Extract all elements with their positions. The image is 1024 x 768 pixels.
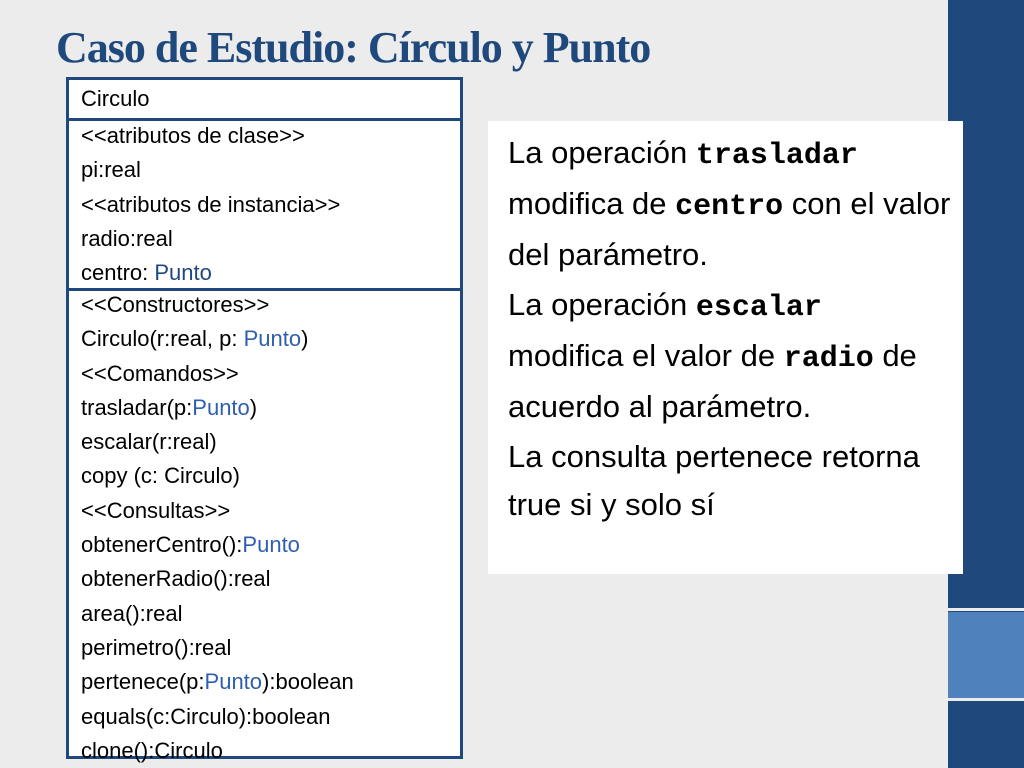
uml-member-text: Circulo(r:real, p: (81, 326, 244, 352)
bullet-pertenece (508, 433, 958, 529)
code-term: centro (675, 190, 784, 224)
sidebar-accent-band (948, 612, 1024, 698)
bullet-text: La operación (508, 135, 696, 170)
uml-member-line (81, 222, 460, 256)
uml-member-line (81, 256, 460, 290)
code-term: trasladar (695, 139, 858, 173)
uml-member-text: obtenerCentro(): (81, 532, 243, 558)
slide-title: Caso de Estudio: Círculo y Punto (56, 23, 651, 72)
uml-member-text: obtenerRadio():real (81, 566, 271, 592)
uml-member-line (81, 322, 460, 356)
bullet-text: La operación (508, 287, 696, 322)
uml-member-line (81, 288, 460, 322)
uml-class-diagram (66, 77, 463, 763)
uml-member-text: ) (249, 394, 258, 420)
uml-member-line (81, 153, 460, 187)
uml-attributes-section (69, 118, 460, 291)
uml-member-text: copy (c: Circulo) (81, 463, 240, 489)
uml-member-text: clone():Circulo (81, 737, 223, 763)
uml-class-name: Circulo (81, 86, 150, 111)
uml-member-text: <<Constructores>> (81, 292, 270, 317)
uml-member-line (81, 425, 460, 459)
sidebar-divider (948, 608, 1024, 611)
uml-member-line (81, 188, 460, 222)
bullet-text: modifica el valor de (508, 338, 784, 373)
uml-type-reference: Punto (192, 394, 250, 420)
bullet-text: La consulta pertenece retorna true si y solo sí (508, 439, 920, 522)
uml-member-text: centro: (81, 260, 155, 286)
uml-member-line (81, 562, 460, 596)
uml-member-line (81, 494, 460, 528)
uml-member-text: ):boolean (262, 669, 354, 695)
uml-type-reference: Punto (154, 260, 212, 286)
code-term: radio (783, 342, 874, 376)
uml-member-line (81, 459, 460, 493)
bullet-trasladar (508, 129, 958, 279)
uml-methods-section (69, 288, 460, 763)
uml-member-line (81, 391, 460, 425)
uml-type-reference: Punto (242, 532, 300, 558)
uml-member-text: equals(c:Circulo):boolean (81, 703, 331, 729)
uml-class-name-section (69, 80, 460, 121)
uml-member-line (81, 734, 460, 768)
uml-member-line (81, 597, 460, 631)
uml-member-line (81, 665, 460, 699)
uml-member-text: escalar(r:real) (81, 429, 217, 455)
uml-member-text: trasladar(p: (81, 394, 193, 420)
uml-member-line (81, 119, 460, 153)
uml-member-text: pertenece(p: (81, 669, 205, 695)
bullet-text: con el valor del parámetro. (508, 186, 951, 272)
uml-member-text: area():real (81, 600, 183, 626)
uml-member-line (81, 700, 460, 734)
bullet-text: modifica de (508, 186, 676, 221)
code-term: escalar (695, 291, 822, 325)
uml-type-reference: Punto (243, 326, 302, 352)
uml-member-line (81, 631, 460, 665)
uml-member-line (81, 528, 460, 562)
uml-member-text: <<Consultas>> (81, 497, 231, 523)
uml-member-text: pi:real (81, 157, 141, 183)
uml-member-text: radio:real (81, 225, 173, 251)
uml-member-text: <<Comandos>> (81, 360, 239, 386)
bullet-text: de acuerdo al parámetro. (508, 338, 917, 424)
uml-member-text: <<atributos de clase>> (81, 123, 305, 148)
uml-type-reference: Punto (204, 669, 263, 695)
uml-member-line (81, 357, 460, 391)
bullet-escalar (508, 281, 958, 431)
uml-member-text: ) (301, 326, 309, 352)
uml-member-text: <<atributos de instancia>> (81, 191, 341, 217)
sidebar-divider (948, 698, 1024, 701)
uml-member-text: perimetro():real (81, 634, 232, 660)
